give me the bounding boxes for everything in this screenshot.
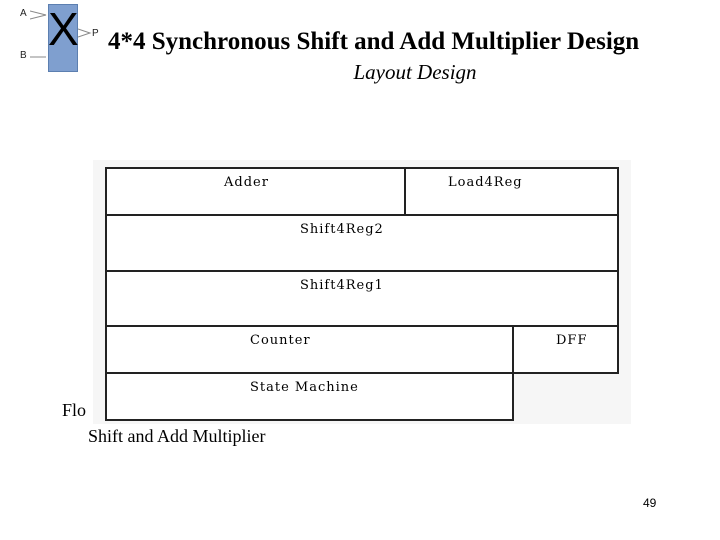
block-adder (105, 167, 406, 216)
block-state-machine (105, 372, 514, 421)
logo-arrow-b-icon (30, 52, 48, 60)
logo-input-a: A (20, 8, 27, 19)
diagram-caption: Shift and Add Multiplier (88, 426, 266, 446)
block-state-machine-label: State Machine (250, 380, 359, 395)
slide-title: 4*4 Synchronous Shift and Add Multiplier Design (108, 28, 640, 55)
block-counter (105, 325, 514, 374)
caption-fragment: Flo (62, 400, 87, 420)
block-counter-label: Counter (250, 333, 311, 348)
logo-arrow-a-icon (30, 10, 48, 18)
block-shift4reg2-label: Shift4Reg2 (300, 222, 384, 237)
block-shift4reg2 (105, 214, 619, 272)
logo-arrow-p-icon (78, 28, 92, 36)
slide-subtitle: Layout Design (353, 60, 477, 84)
multiplier-symbol: X (48, 3, 79, 55)
block-dff-label: DFF (556, 333, 588, 348)
block-load4reg (404, 167, 619, 216)
block-adder-label: Adder (224, 175, 269, 190)
block-shift4reg1 (105, 270, 619, 327)
block-dff (512, 325, 619, 374)
logo-input-b: B (20, 50, 27, 61)
block-load4reg-label: Load4Reg (448, 175, 523, 190)
logo-output-p: P (92, 28, 99, 39)
page-number: 49 (643, 496, 657, 510)
block-shift4reg1-label: Shift4Reg1 (300, 278, 384, 293)
